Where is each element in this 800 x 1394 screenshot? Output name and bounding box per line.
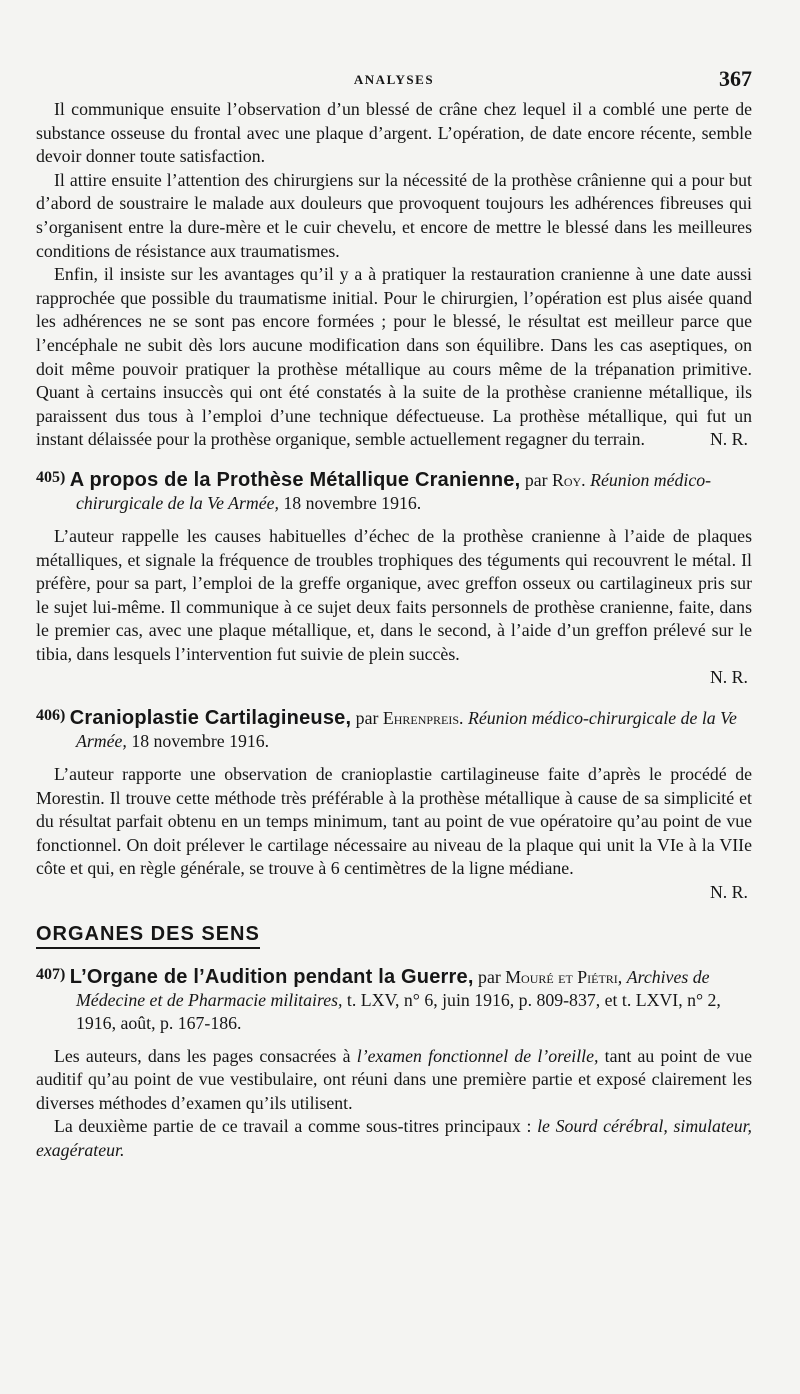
entry-by: par bbox=[478, 966, 501, 987]
entry-406 bbox=[36, 704, 752, 905]
section-title: ORGANES DES SENS bbox=[36, 923, 260, 949]
entry-source: Réunion médico-chirurgicale de la Ve Armée, bbox=[76, 708, 737, 752]
signature: N. R. bbox=[709, 429, 748, 450]
intro-section bbox=[36, 98, 752, 452]
entry-date: 18 novembre 1916. bbox=[131, 731, 270, 752]
entry-by: par bbox=[524, 469, 548, 490]
entry-title: L’Organe de l’Audition pendant la Guerre, bbox=[69, 965, 474, 988]
entry-date: 18 novembre 1916. bbox=[283, 492, 422, 513]
entry-paragraph bbox=[36, 1045, 752, 1116]
intro-paragraph bbox=[36, 263, 752, 452]
entry-heading bbox=[36, 704, 752, 753]
page-number: 367 bbox=[719, 66, 752, 91]
italic-run: l’examen fonctionnel de l’oreille, bbox=[356, 1045, 599, 1066]
text-run: Les auteurs, dans les pages consacrées à bbox=[54, 1045, 351, 1066]
intro-paragraph: Il attire ensuite l’attention des chirurgiens sur la nécessité de la prothèse crânienne qui a pour but d’abord de soustraire le malade aux douleurs que provoquent toujours les adhérences fibreuses qui s’organisent entre la dure-mère et le cuir chevelu, et encore de mettre le blessé dans les meilleures conditions de résistance aux traumatismes. bbox=[36, 169, 752, 261]
entry-body bbox=[36, 763, 752, 905]
entry-407 bbox=[36, 963, 752, 1163]
signature: N. R. bbox=[709, 882, 748, 903]
entry-number: 406) bbox=[36, 707, 66, 725]
italic-run: le Sourd cérébral, simulateur, exagérateur. bbox=[36, 1116, 752, 1160]
page-header bbox=[36, 66, 752, 98]
intro-paragraph-text: Enfin, il insiste sur les avantages qu’il y a à pratiquer la restauration cranienne à une date aussi rapprochée que possible du traumatisme initial. Pour le chirurgien, l’opération est plus aisée quand les adhérences ne se sont pas encore formées ; pour le blessé, le résultat est meilleur parce que l’encéphale ne subit dès lors aucune modification dans son équilibre. Dans les cas aseptiques, on doit même pouvoir pratiquer la prothèse métallique au cours même de la trépanation primitive. Quant à certains insuccès qui ont été constatés à la suite de la prothèse cranienne métallique, ils paraissent dus tous à l’emploi d’une technique défectueuse. La prothèse métallique, qui fut un instant délaissée pour la prothèse organique, semble actuellement regagner du terrain. bbox=[36, 264, 752, 450]
entry-title: A propos de la Prothèse Métallique Cranienne, bbox=[69, 468, 521, 491]
entry-source: Archives de Médecine et de Pharmacie militaires, bbox=[76, 966, 710, 1010]
entry-body bbox=[36, 1045, 752, 1163]
entry-405 bbox=[36, 466, 752, 690]
entry-paragraph: L’auteur rapporte une observation de cranioplastie cartilagineuse faite d’après le procédé de Morestin. Il trouve cette méthode très préférable à la prothèse métallique à cause de sa simplicité et du résultat parfait obtenu en un temps minimum, tant au point de vue opératoire qu’au point de vue fonctionnel. On doit prélever le cartilage nécessaire au niveau de la plaque qui unit la VIe à la VIIe côte et qui, en règle générale, se trouve à 6 centimètres de la ligne médiane. bbox=[36, 764, 752, 879]
text-run: La deuxième partie de ce travail a comme sous-titres principaux : bbox=[54, 1116, 532, 1137]
entry-authors: Mouré et Piétri, bbox=[505, 966, 623, 987]
intro-paragraph: Il communique ensuite l’observation d’un blessé de crâne chez lequel il a comblé une perte de substance osseuse du frontal avec une plaque d’argent. L’opération, de date encore récente, semble devoir donner toute satisfaction. bbox=[36, 99, 752, 167]
entry-heading bbox=[36, 963, 752, 1035]
entry-source: Réunion médico-chirurgicale de la Ve Armée, bbox=[76, 469, 712, 513]
entry-author: Roy. bbox=[551, 469, 586, 490]
entry-title: Cranioplastie Cartilagineuse, bbox=[69, 707, 352, 730]
signature: N. R. bbox=[709, 667, 748, 688]
entry-number: 407) bbox=[36, 965, 66, 983]
text-run: tant au point de vue auditif qu’au point de vue vestibulaire, ont réuni dans une première partie et exposé clairement les diverses méthodes d’examen qu’ils utilisent. bbox=[36, 1045, 752, 1113]
entry-number: 405) bbox=[36, 468, 66, 486]
running-head: ANALYSES bbox=[353, 72, 435, 87]
entry-paragraph: L’auteur rappelle les causes habituelles d’échec de la prothèse cranienne à l’aide de plaques métalliques, et signale la fréquence de troubles trophiques des téguments qui recouvrent le métal. Il préfère, pour sa part, l’emploi de la greffe organique, avec greffon osseux ou cartilagineux pris sur le sujet lui-même. Il communique à ce sujet deux faits personnels de prothèse cranienne, faite, dans le premier cas, avec une plaque métallique, et, dans le second, à l’aide d’un greffon prélevé sur le tibia, dans lesquels l’intervention fut suivie de plein succès. bbox=[36, 525, 752, 664]
entry-heading bbox=[36, 466, 752, 515]
entry-paragraph bbox=[36, 1115, 752, 1162]
entry-by: par bbox=[355, 708, 379, 729]
entry-citation: t. LXV, n° 6, juin 1916, p. 809-837, et t. LXVI, n° 2, 1916, août, p. 167-186. bbox=[76, 989, 721, 1033]
entry-body bbox=[36, 525, 752, 690]
entry-author: Ehrenpreis. bbox=[382, 708, 464, 729]
